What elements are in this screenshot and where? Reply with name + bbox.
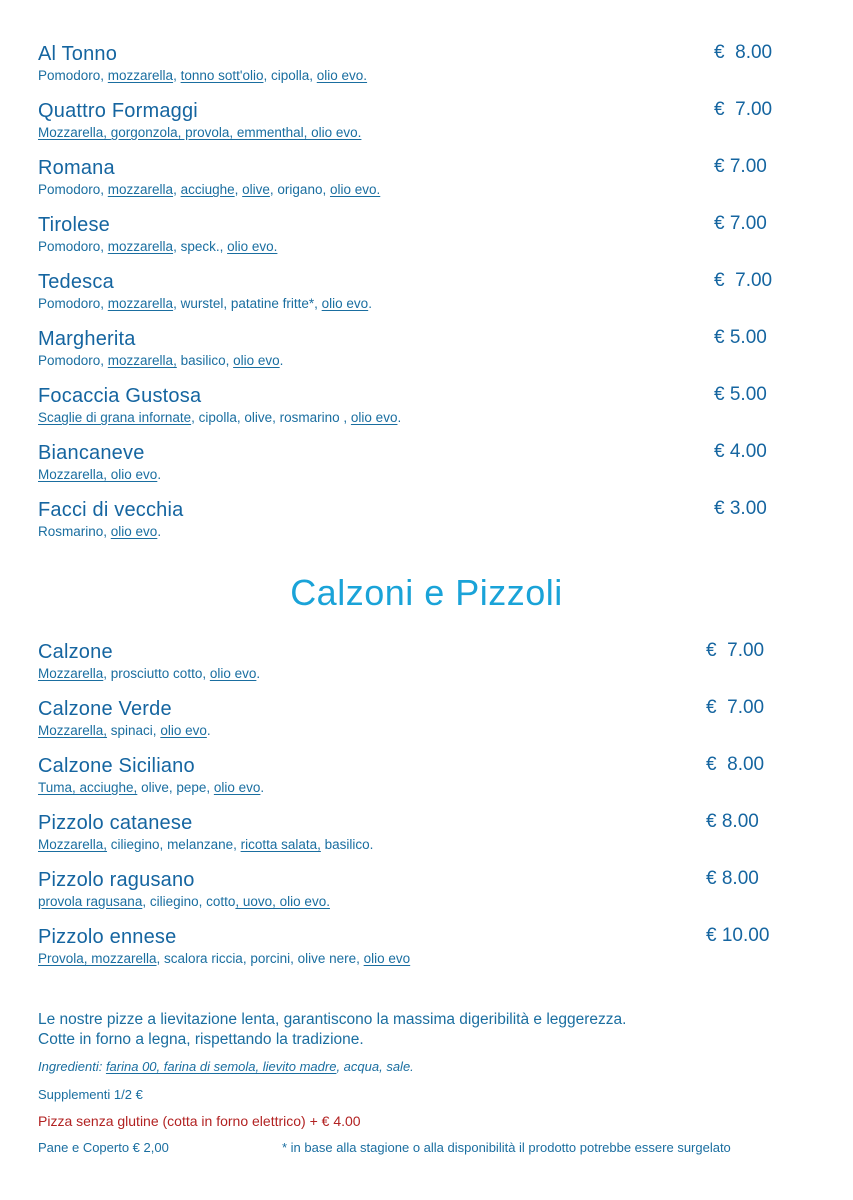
description-segment: ricotta salata, xyxy=(240,837,321,852)
description-segment: Mozzarella xyxy=(38,666,104,681)
description-segment: Rosmarino, xyxy=(38,524,111,539)
description-segment: Mozzarella, gorgonzola, provola, emmenthal, olio evo. xyxy=(38,125,362,140)
item-name: Al Tonno xyxy=(38,43,118,65)
item-name: Quattro Formaggi xyxy=(38,100,198,122)
description-segment: mozzarella xyxy=(107,296,174,311)
description-segment: Tuma, acciughe, xyxy=(38,780,138,795)
item-description xyxy=(38,893,798,911)
item-description xyxy=(38,295,798,313)
item-name: Romana xyxy=(38,157,115,179)
item-name: Pizzolo catanese xyxy=(38,812,193,834)
item-description xyxy=(38,67,798,85)
description-segment: Pomodoro, xyxy=(38,239,108,254)
item-price: € 8.00 xyxy=(714,42,773,63)
item-price: € 5.00 xyxy=(714,384,767,405)
menu-item xyxy=(38,868,798,911)
menu-item xyxy=(38,384,798,427)
item-description xyxy=(38,238,798,256)
item-name: Margherita xyxy=(38,328,136,350)
description-segment: . xyxy=(157,467,162,482)
description-segment: basilico. xyxy=(320,837,374,852)
item-price: € 3.00 xyxy=(714,498,767,519)
description-segment: . xyxy=(256,666,261,681)
description-segment: Scaglie di grana infornate xyxy=(38,410,192,425)
menu-item xyxy=(38,327,798,370)
description-segment: olio evo xyxy=(233,353,280,368)
footer-note-line2: Cotte in forno a legna, rispettando la tradizione. xyxy=(38,1031,364,1048)
description-segment: , scalora riccia, porcini, olive nere, xyxy=(156,951,364,966)
item-name: Pizzolo ragusano xyxy=(38,869,195,891)
item-price: € 7.00 xyxy=(706,640,765,661)
description-segment: , cipolla, xyxy=(263,68,317,83)
item-description xyxy=(38,950,798,968)
description-segment: , xyxy=(173,182,181,197)
description-segment: , uovo, olio evo. xyxy=(235,894,330,909)
description-segment: , xyxy=(234,182,243,197)
section-title: Calzoni e Pizzoli xyxy=(290,572,563,613)
description-segment: Mozzarella, xyxy=(38,837,108,852)
description-segment: Pomodoro, xyxy=(38,68,108,83)
item-price: € 4.00 xyxy=(714,441,767,462)
item-price: € 7.00 xyxy=(714,99,773,120)
description-segment: mozzarella, xyxy=(107,353,177,368)
menu-item xyxy=(38,640,798,683)
footer-note-line1: Le nostre pizze a lievitazione lenta, garantiscono la massima digeribilità e leggerezza. xyxy=(38,1011,627,1028)
item-price: € 8.00 xyxy=(706,811,759,832)
description-segment: , ciliegino, cotto xyxy=(142,894,236,909)
description-segment: Pomodoro, xyxy=(38,182,108,197)
description-segment: , origano, xyxy=(269,182,330,197)
description-segment: olive xyxy=(242,182,270,197)
item-price: € 7.00 xyxy=(714,213,767,234)
description-segment: basilico, xyxy=(176,353,234,368)
menu-item xyxy=(38,754,798,797)
item-description xyxy=(38,466,798,484)
menu-item xyxy=(38,498,798,541)
item-description xyxy=(38,779,798,797)
description-segment: , cipolla, olive, rosmarino , xyxy=(191,410,351,425)
menu-item xyxy=(38,697,798,740)
description-segment: , acqua, sale. xyxy=(336,1059,414,1074)
description-segment: olio evo xyxy=(110,524,158,539)
item-description xyxy=(38,409,798,427)
description-segment: olive, pepe, xyxy=(137,780,214,795)
item-name: Facci di vecchia xyxy=(38,499,184,521)
item-price: € 7.00 xyxy=(714,156,767,177)
item-price: € 5.00 xyxy=(714,327,767,348)
description-segment: mozzarella xyxy=(107,239,174,254)
description-segment: . xyxy=(368,296,372,311)
item-price: € 8.00 xyxy=(706,868,759,889)
description-segment: mozzarella xyxy=(107,182,174,197)
item-name: Biancaneve xyxy=(38,442,145,464)
description-segment: Pomodoro, xyxy=(38,296,108,311)
item-price: € 10.00 xyxy=(706,925,770,946)
item-name: Calzone xyxy=(38,641,113,663)
item-price: € 7.00 xyxy=(706,697,765,718)
description-segment: olio evo xyxy=(213,780,261,795)
frozen-product-note: * in base alla stagione o alla disponibilità il prodotto potrebbe essere surgelato xyxy=(282,1140,731,1155)
item-description xyxy=(38,352,798,370)
item-description xyxy=(38,722,798,740)
description-segment: , wurstel, patatine fritte*, xyxy=(173,296,322,311)
description-segment: spinaci, xyxy=(107,723,161,738)
description-segment: olio evo xyxy=(350,410,398,425)
item-name: Calzone Verde xyxy=(38,698,172,720)
item-name: Focaccia Gustosa xyxy=(38,385,202,407)
description-segment: , speck., xyxy=(173,239,228,254)
item-name: Calzone Siciliano xyxy=(38,755,195,777)
menu-item xyxy=(38,99,798,142)
item-description xyxy=(38,836,798,854)
item-price: € 8.00 xyxy=(706,754,765,775)
menu-item xyxy=(38,811,798,854)
item-description xyxy=(38,665,798,683)
description-segment: acciughe xyxy=(180,182,235,197)
description-segment: Ingredienti: xyxy=(38,1059,106,1074)
description-segment: Provola, mozzarella xyxy=(38,951,157,966)
menu-item xyxy=(38,156,798,199)
description-segment: mozzarella xyxy=(107,68,174,83)
item-name: Tirolese xyxy=(38,214,110,236)
description-segment: . xyxy=(260,780,265,795)
description-segment: olio evo xyxy=(209,666,257,681)
description-segment: ciliegino, melanzane, xyxy=(107,837,241,852)
item-description xyxy=(38,181,798,199)
description-segment: . xyxy=(157,524,162,539)
menu-item xyxy=(38,270,798,313)
description-segment: Mozzarella, olio evo xyxy=(38,467,158,482)
item-price: € 7.00 xyxy=(714,270,773,291)
description-segment: , xyxy=(173,68,181,83)
menu-item xyxy=(38,441,798,484)
item-description xyxy=(38,523,798,541)
supplementi-note: Supplementi 1/2 € xyxy=(38,1087,143,1102)
ingredients-note xyxy=(38,1059,414,1074)
pane-coperto-note: Pane e Coperto € 2,00 xyxy=(38,1140,169,1155)
gluten-free-note: Pizza senza glutine (cotta in forno elettrico) + € 4.00 xyxy=(38,1113,361,1129)
item-name: Pizzolo ennese xyxy=(38,926,177,948)
item-name: Tedesca xyxy=(38,271,114,293)
description-segment: olio evo xyxy=(321,296,369,311)
description-segment: olio evo. xyxy=(316,68,368,83)
menu-item xyxy=(38,925,798,968)
description-segment: . xyxy=(206,723,211,738)
description-segment: Mozzarella, xyxy=(38,723,108,738)
description-segment: olio evo xyxy=(160,723,207,738)
description-segment: . xyxy=(279,353,284,368)
description-segment: . xyxy=(397,410,402,425)
description-segment: tonno sott'olio xyxy=(180,68,264,83)
description-segment: olio evo xyxy=(363,951,411,966)
description-segment: olio evo. xyxy=(227,239,278,254)
description-segment: , prosciutto cotto, xyxy=(103,666,210,681)
description-segment: farina 00, farina di semola, lievito madre xyxy=(105,1059,337,1074)
item-description xyxy=(38,124,798,142)
description-segment: olio evo. xyxy=(329,182,381,197)
menu-item xyxy=(38,213,798,256)
description-segment: Pomodoro, xyxy=(38,353,108,368)
menu-item xyxy=(38,42,798,85)
description-segment: provola ragusana xyxy=(38,894,143,909)
